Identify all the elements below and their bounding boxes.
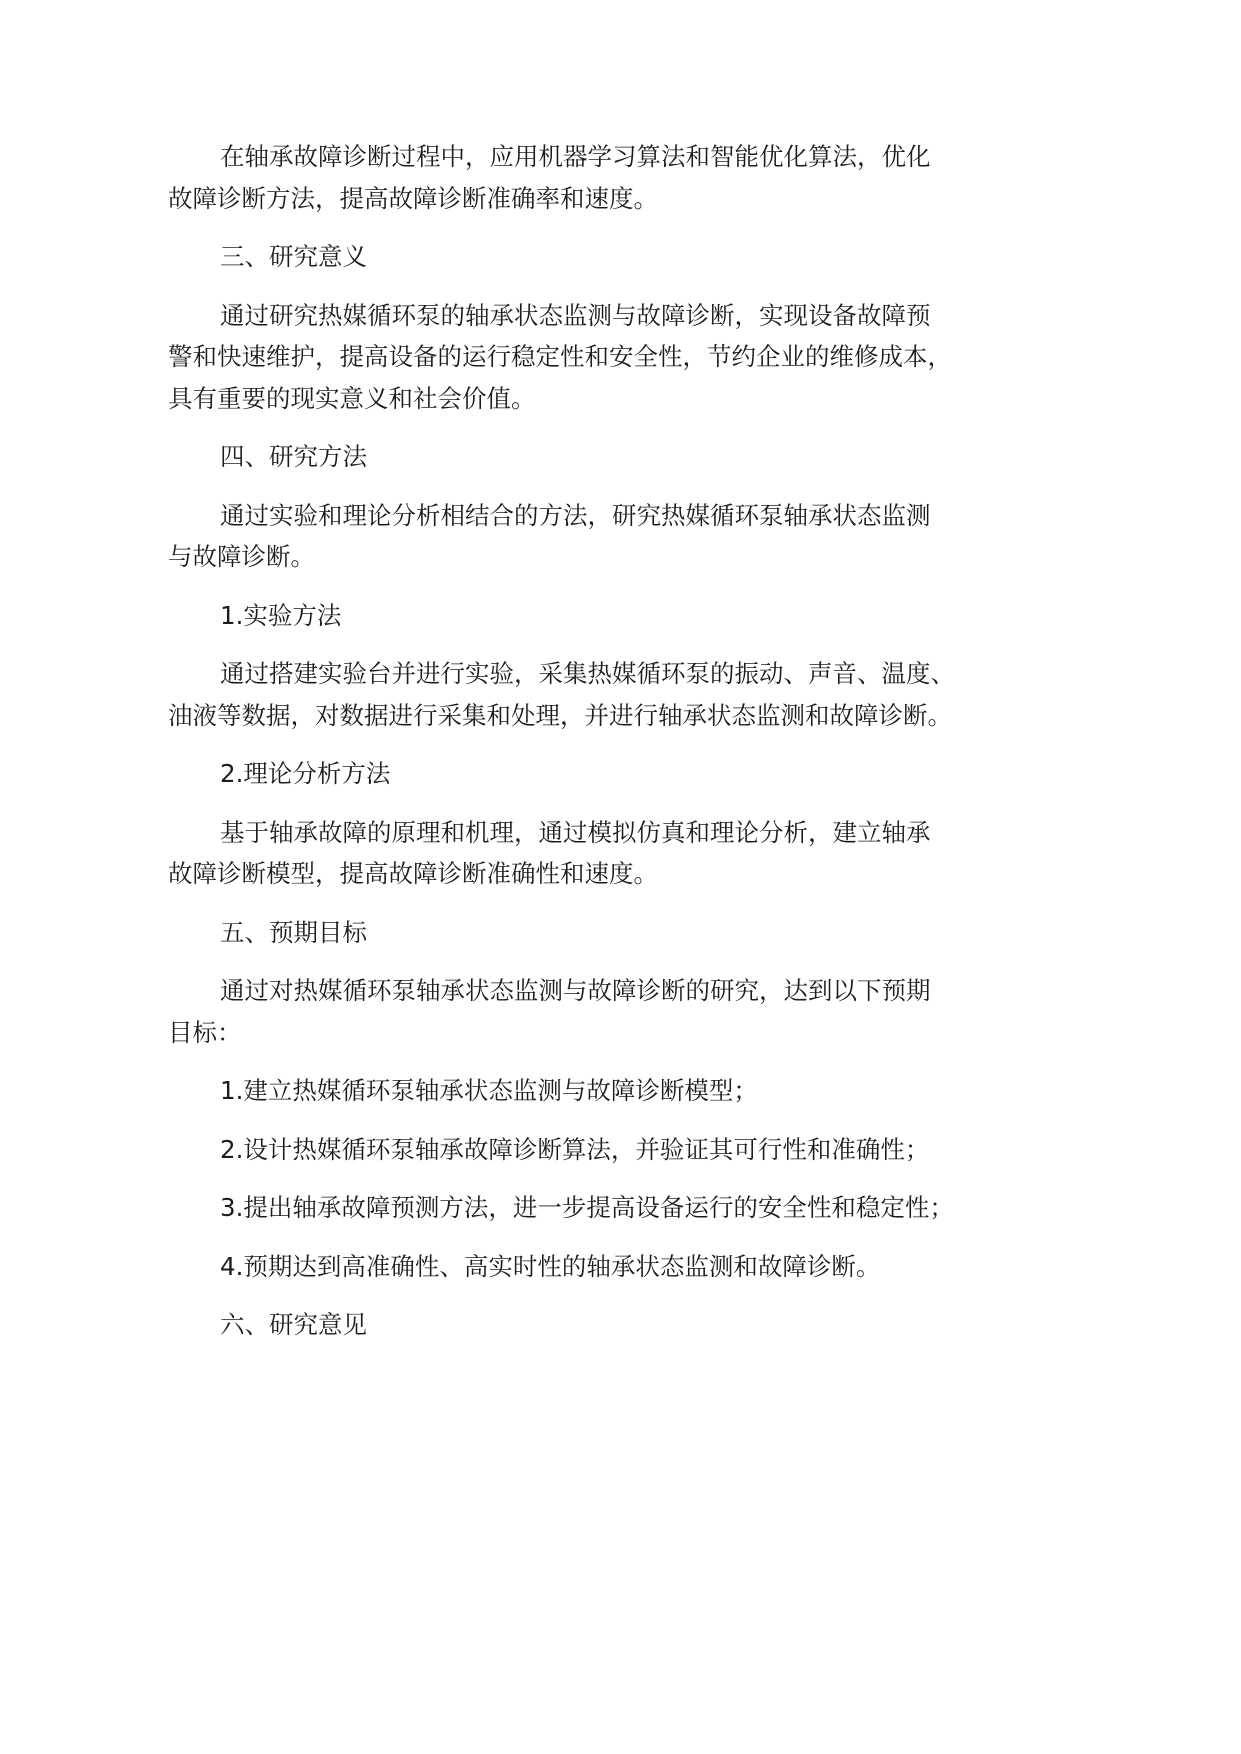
body-paragraph <box>168 653 1241 736</box>
text-line: 2.设计热媒循环泵轴承故障诊断算法，并验证其可行性和准确性； <box>220 1134 930 1164</box>
body-paragraph <box>168 136 1241 219</box>
heading-text: 三、研究意义 <box>220 242 367 271</box>
text-line: 在轴承故障诊断过程中，应用机器学习算法和智能优化算法，优化 <box>220 142 931 171</box>
text-line: 通过搭建实验台并进行实验，采集热媒循环泵的振动、声音、温度、 <box>220 659 955 688</box>
text-line: 故障诊断模型，提高故障诊断准确性和速度。 <box>168 859 658 888</box>
text-line: 油液等数据，对数据进行采集和处理，并进行轴承状态监测和故障诊断。 <box>168 700 952 730</box>
section-heading <box>168 1304 1241 1346</box>
text-line: 警和快速维护，提高设备的运行稳定性和安全性，节约企业的维修成本， <box>168 342 952 371</box>
list-item <box>168 1187 1241 1229</box>
text-line: 通过研究热媒循环泵的轴承状态监测与故障诊断，实现设备故障预 <box>220 300 931 330</box>
body-paragraph <box>168 970 1241 1053</box>
section-heading <box>168 236 1241 278</box>
section-heading <box>168 912 1241 954</box>
text-line: 3.提出轴承故障预测方法，进一步提高设备运行的安全性和稳定性； <box>220 1193 954 1222</box>
text-line: 1.建立热媒循环泵轴承状态监测与故障诊断模型； <box>220 1076 758 1105</box>
list-item <box>168 1129 1241 1171</box>
body-paragraph <box>168 812 1241 895</box>
list-item <box>168 1070 1241 1112</box>
text-line: 4.预期达到高准确性、高实时性的轴承状态监测和故障诊断。 <box>220 1251 881 1281</box>
text-line: 基于轴承故障的原理和机理，通过模拟仿真和理论分析，建立轴承 <box>220 817 931 847</box>
body-paragraph <box>168 495 1241 578</box>
text-line: 具有重要的现实意义和社会价值。 <box>168 383 536 413</box>
heading-text: 六、研究意见 <box>220 1310 367 1339</box>
text-line: 与故障诊断。 <box>168 542 315 571</box>
text-line: 通过实验和理论分析相结合的方法，研究热媒循环泵轴承状态监测 <box>220 500 931 530</box>
heading-text: 1.实验方法 <box>220 600 342 630</box>
heading-text: 四、研究方法 <box>220 442 367 471</box>
body-paragraph <box>168 295 1241 420</box>
heading-text: 五、预期目标 <box>220 917 367 947</box>
heading-text: 2.理论分析方法 <box>220 759 391 788</box>
text-line: 目标： <box>168 1017 242 1047</box>
list-item <box>168 1246 1241 1288</box>
section-heading <box>168 436 1241 478</box>
text-line: 通过对热媒循环泵轴承状态监测与故障诊断的研究，达到以下预期 <box>220 976 931 1005</box>
subsection-heading <box>168 595 1241 637</box>
subsection-heading <box>168 753 1241 795</box>
text-line: 故障诊断方法，提高故障诊断准确率和速度。 <box>168 183 658 213</box>
